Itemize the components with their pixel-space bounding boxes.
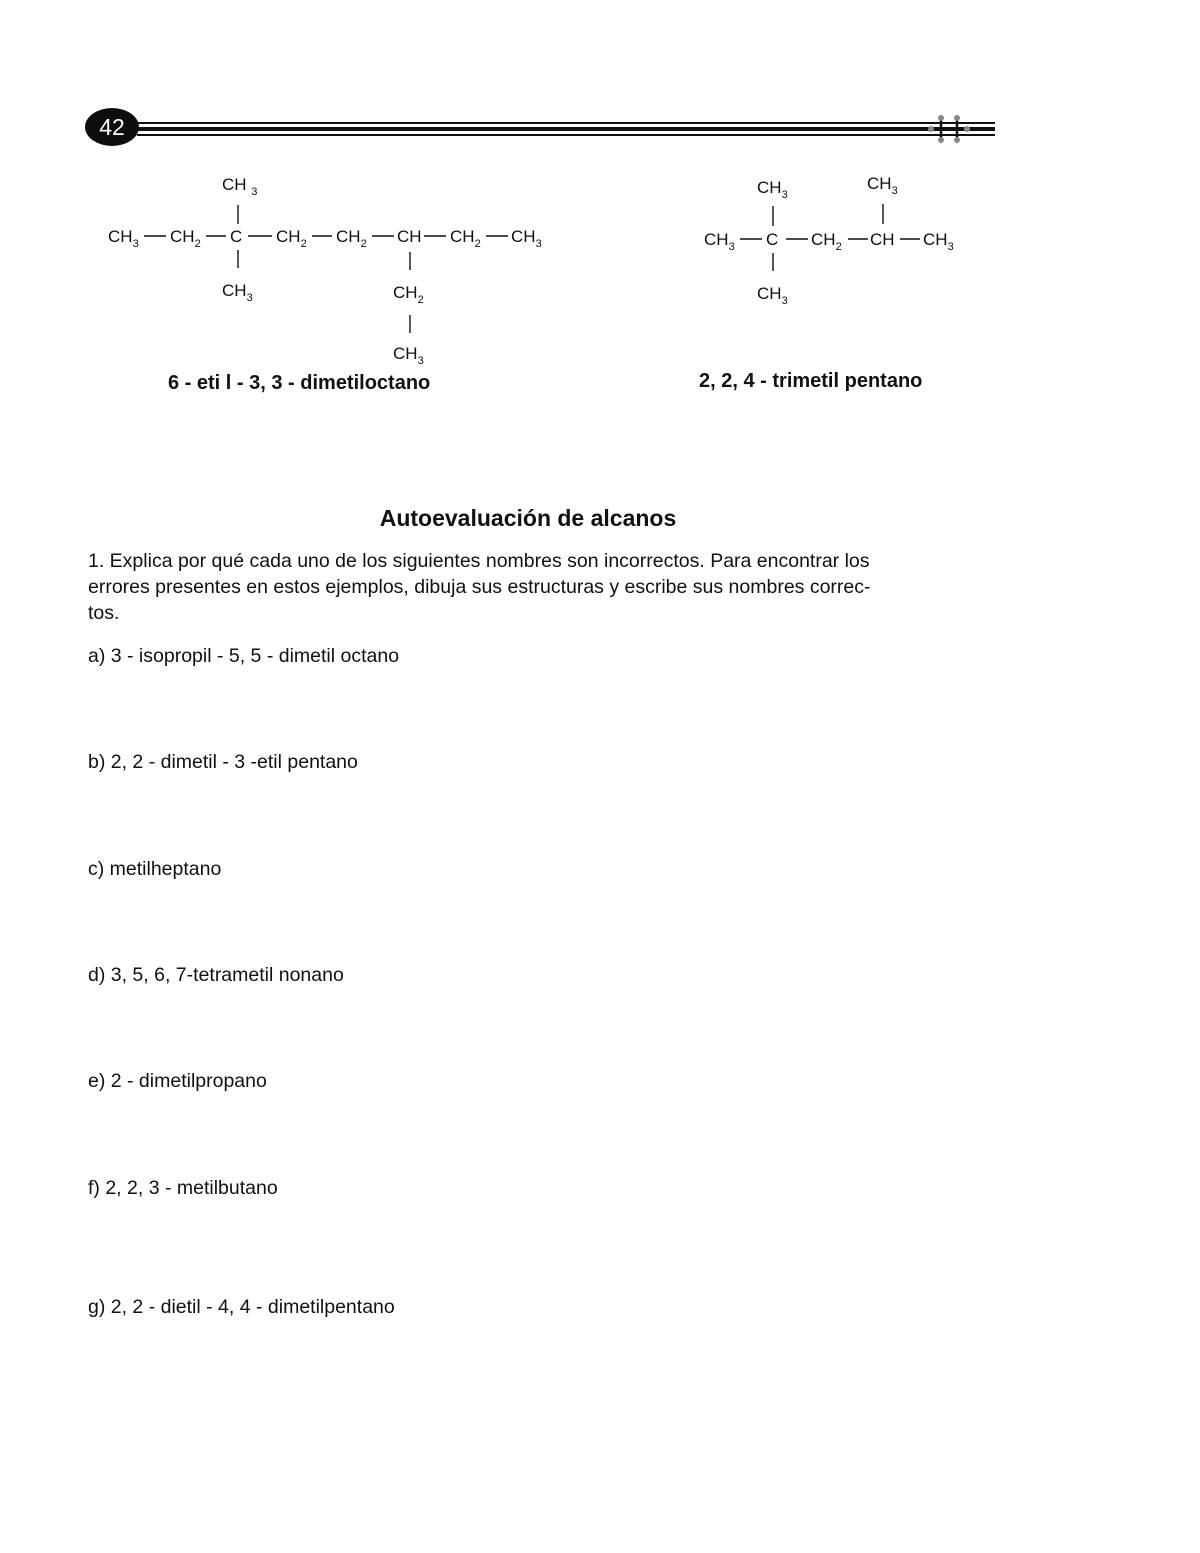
exercise-item: f) 2, 2, 3 - metilbutano [88, 1177, 278, 1199]
instructions-line: tos. [88, 602, 120, 624]
section-title: Autoevaluación de alcanos [379, 505, 677, 531]
atom-group: CH [397, 227, 422, 246]
atom-group: $CH_3$ [757, 284, 788, 307]
atom-group: $CH_3$ [222, 281, 253, 304]
atom-group: $CH_2$ [811, 230, 842, 253]
page-number: 42 [85, 108, 139, 146]
exercise-item: c) metilheptano [88, 858, 222, 880]
atom-group: $CH_3$ [923, 230, 954, 253]
atom-group: $CH_3$ [108, 227, 139, 250]
exercise-item: a) 3 - isopropil - 5, 5 - dimetil octano [88, 645, 400, 667]
atom-group: $CH_2$ [336, 227, 367, 250]
exercise-item: e) 2 - dimetilpropano [88, 1070, 267, 1092]
exercise-item: d) 3, 5, 6, 7-tetrametil nonano [88, 964, 344, 986]
structural-formula-1 [0, 0, 1200, 385]
instructions [88, 548, 988, 626]
atom-group: $CH_2$ [170, 227, 201, 250]
atom-group: CH $_3$ [222, 175, 258, 198]
atom-group: C [230, 227, 243, 246]
instructions-line: errores presentes en estos ejemplos, dibuja sus estructuras y escribe sus nombres correc- [88, 576, 871, 598]
atom-group: $CH_3$ [511, 227, 542, 250]
atom-group: $CH_2$ [393, 283, 424, 306]
exercise-item: g) 2, 2 - dietil - 4, 4 - dimetilpentano [88, 1296, 395, 1318]
atom-group: $CH_3$ [757, 178, 788, 201]
exercise-item: b) 2, 2 - dimetil - 3 -etil pentano [88, 751, 358, 773]
atom-group: $CH_3$ [704, 230, 735, 253]
instructions-line: 1. Explica por qué cada uno de los siguientes nombres son incorrectos. Para encontrar los [88, 550, 870, 572]
atom-group: $CH_2$ [450, 227, 481, 250]
atom-group: $CH_3$ [393, 344, 424, 367]
atom-group: $CH_2$ [276, 227, 307, 250]
atom-group: CH [870, 230, 895, 249]
formula-name: 2, 2, 4 - trimetil pentano [699, 370, 923, 392]
atom-group: C [766, 230, 779, 249]
atom-group: $CH_3$ [867, 174, 898, 197]
formula-name: 6 - eti l - 3, 3 - dimetiloctano [168, 372, 431, 394]
